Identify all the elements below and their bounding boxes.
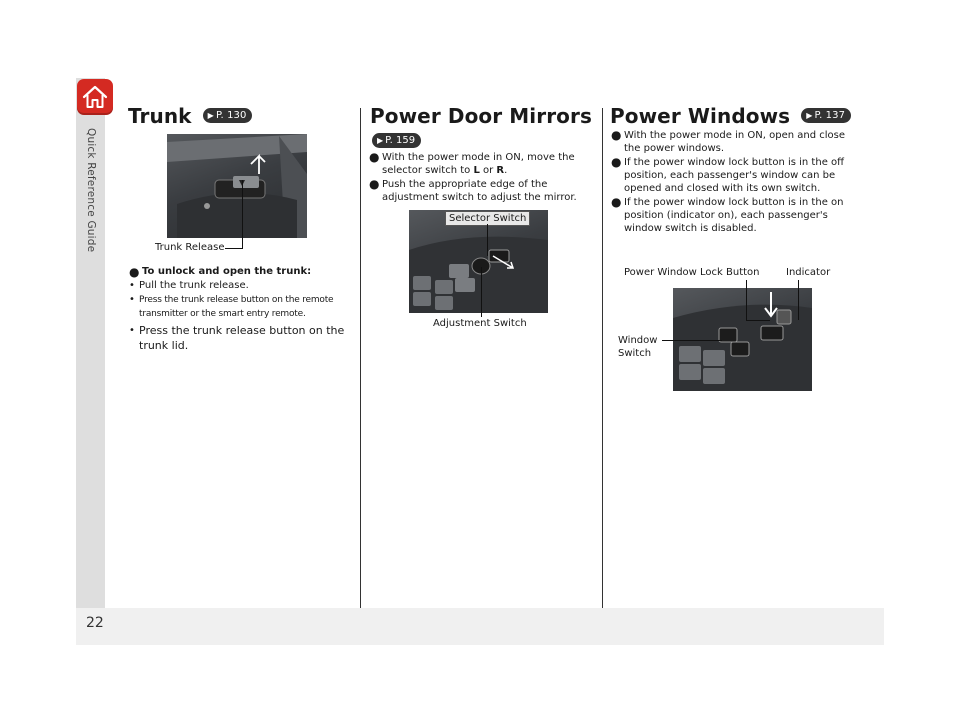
trunk-step-1: • Pull the trunk release. — [129, 280, 249, 291]
side-label-text: Quick Reference Guide — [85, 128, 97, 253]
home-icon — [82, 85, 108, 109]
trunk-callout-line-h — [225, 248, 243, 249]
indicator-callout: Indicator — [786, 267, 831, 278]
adjustment-switch-callout: Adjustment Switch — [433, 318, 527, 329]
mirrors-bullets — [369, 151, 599, 205]
mirrors-bullet-1: ● With the power mode in ON, move the selector switch to L or R. — [369, 150, 575, 176]
windows-bullet-1: ● With the power mode in ON, open and close the power windows. — [611, 128, 845, 154]
lock-callout-line-v — [746, 280, 747, 320]
adjust-callout-line — [481, 267, 482, 317]
home-button[interactable] — [77, 79, 113, 115]
selector-callout-line — [487, 224, 488, 256]
windows-bullet-3: ● If the power window lock button is in the on position (indicator on), each passenger's window switch is disabled. — [611, 195, 844, 234]
side-label — [85, 128, 99, 298]
trunk-release-callout: Trunk Release — [155, 242, 225, 253]
trunk-steps-heading: ● To unlock and open the trunk: — [129, 265, 312, 279]
windows-ref-link[interactable]: ▶ P. 137 — [801, 108, 851, 123]
trunk-release-photo — [167, 134, 307, 238]
mirrors-title: Power Door Mirrors — [370, 104, 592, 128]
lock-callout-line-h — [746, 320, 770, 321]
window-switch-callout-line1: Window — [618, 335, 658, 346]
window-switch-callout-line2: Switch — [618, 348, 652, 359]
trunk-title — [128, 104, 252, 128]
selector-switch-callout: Selector Switch — [445, 211, 530, 226]
trunk-steps — [129, 266, 359, 353]
trunk-callout-line-v — [242, 180, 243, 248]
trunk-title-text: Trunk — [128, 104, 192, 128]
indicator-callout-line — [798, 280, 799, 320]
lock-button-callout: Power Window Lock Button — [624, 267, 760, 278]
trunk-step-2: • Press the trunk release button on the remote transmitter or the smart entry remote. — [129, 294, 334, 319]
mirrors-ref-link[interactable]: ▶ P. 159 — [372, 133, 421, 148]
trunk-release-illustration — [167, 134, 307, 238]
column-divider-1 — [360, 108, 361, 608]
windows-title-text: Power Windows — [610, 104, 791, 128]
windows-ref-number: 137 — [825, 110, 846, 121]
trunk-step-3: • Press the trunk release button on the trunk lid. — [129, 324, 345, 352]
windows-title — [610, 104, 851, 128]
mirrors-ref-number: 159 — [396, 135, 416, 146]
windows-bullet-2: ● If the power window lock button is in the off position, each passenger's window can be opened and closed with its own switch. — [611, 155, 845, 194]
trunk-ref-number: 130 — [227, 110, 247, 121]
column-divider-2 — [602, 108, 603, 608]
window-switch-callout — [618, 334, 657, 360]
windows-bullets — [611, 129, 846, 236]
page-number: 22 — [86, 615, 104, 631]
trunk-ref-link[interactable]: ▶ P. 130 — [203, 108, 253, 123]
window-callout-line — [662, 340, 722, 341]
mirrors-bullet-2: ● Push the appropriate edge of the adjustment switch to adjust the mirror. — [369, 177, 577, 203]
